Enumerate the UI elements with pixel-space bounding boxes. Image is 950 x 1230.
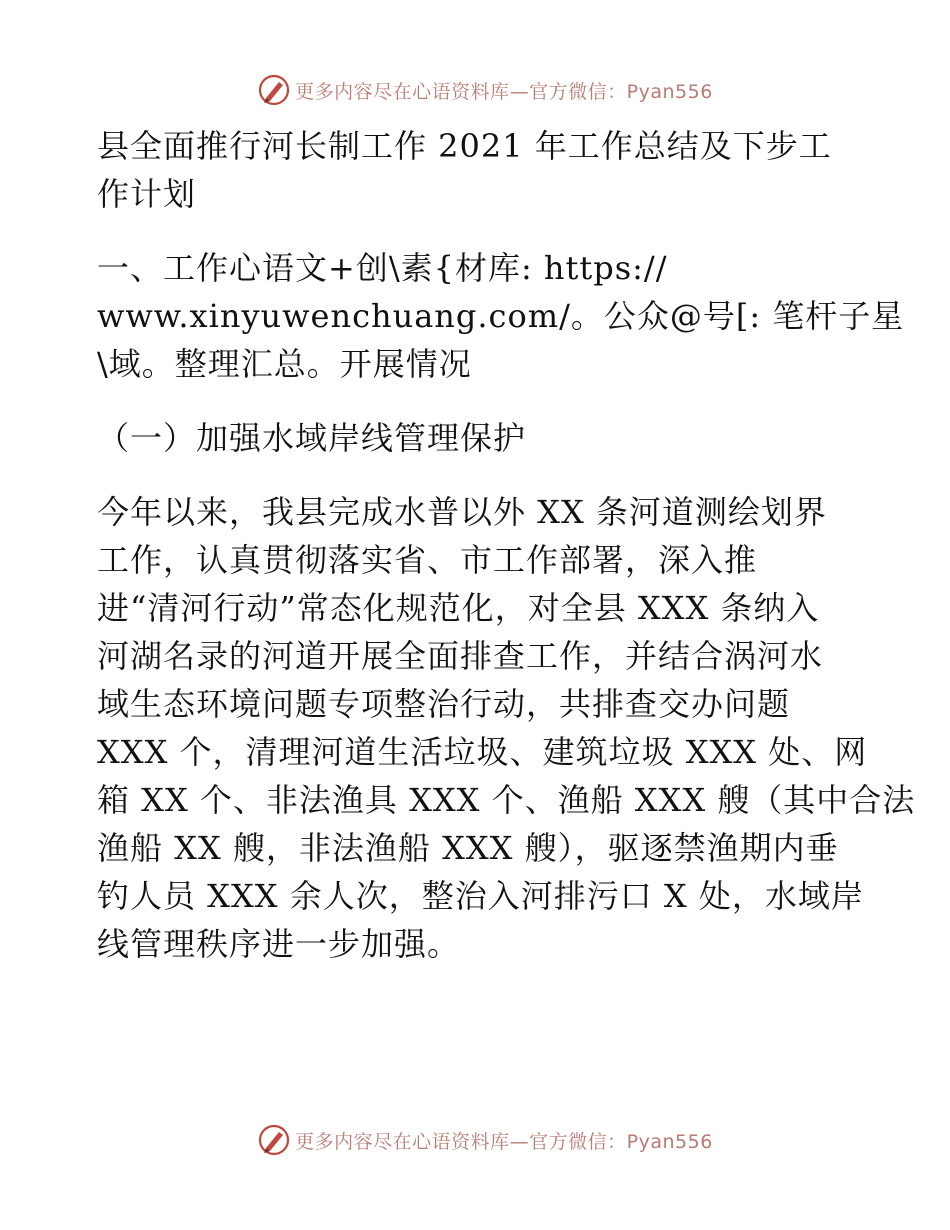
document-title [97,122,867,218]
paragraph-line: 工作，认真贯彻落实省、市工作部署，深入推 [97,541,758,579]
header-watermark-inner [257,73,713,107]
paragraph-line: 钓人员 XXX 余人次，整治入河排污口 X 处，水域岸 [97,877,864,915]
section-heading-line: \域。整理汇总。开展情况 [97,345,472,383]
paragraph-line: 渔船 XX 艘，非法渔船 XXX 艘），驱逐禁渔期内垂 [97,829,839,867]
header-watermark [0,70,950,110]
footer-watermark-inner [257,1123,713,1157]
paragraph-line: 箱 XX 个、非法渔具 XXX 个、渔船 XXX 艘（其中合法 [97,781,916,819]
footer-watermark [0,1120,950,1160]
body-paragraph [97,488,916,968]
subsection-heading [97,414,867,462]
paragraph-line: 河湖名录的河道开展全面排查工作，并结合涡河水 [97,637,824,675]
section-heading-line: www.xinyuwenchuang.com/。公众@号[: 笔杆子星 [97,297,905,335]
section-heading-line: 一、工作心语文+创\素{材库: https:// [97,249,668,287]
title-line: 作计划 [97,175,197,213]
section-heading [97,244,905,388]
header-watermark-text: 更多内容尽在心语资料库—官方微信：Pyan556 [295,80,713,103]
document-body [97,122,916,968]
pen-logo-icon [257,1123,291,1157]
paragraph-line: 今年以来，我县完成水普以外 XX 条河道测绘划界 [97,493,827,531]
paragraph-line: 域生态环境问题专项整治行动，共排查交办问题 [97,685,791,723]
paragraph-line: XXX 个，清理河道生活垃圾、建筑垃圾 XXX 处、网 [97,733,868,771]
title-line: 县全面推行河长制工作 2021 年工作总结及下步工 [97,127,832,165]
paragraph-line: 进“清河行动”常态化规范化，对全县 XXX 条纳入 [97,589,820,627]
pen-logo-icon [257,73,291,107]
paragraph-line: 线管理秩序进一步加强。 [97,925,461,963]
footer-watermark-text: 更多内容尽在心语资料库—官方微信：Pyan556 [295,1130,713,1153]
subsection-heading-line: （一）加强水域岸线管理保护 [97,419,527,457]
